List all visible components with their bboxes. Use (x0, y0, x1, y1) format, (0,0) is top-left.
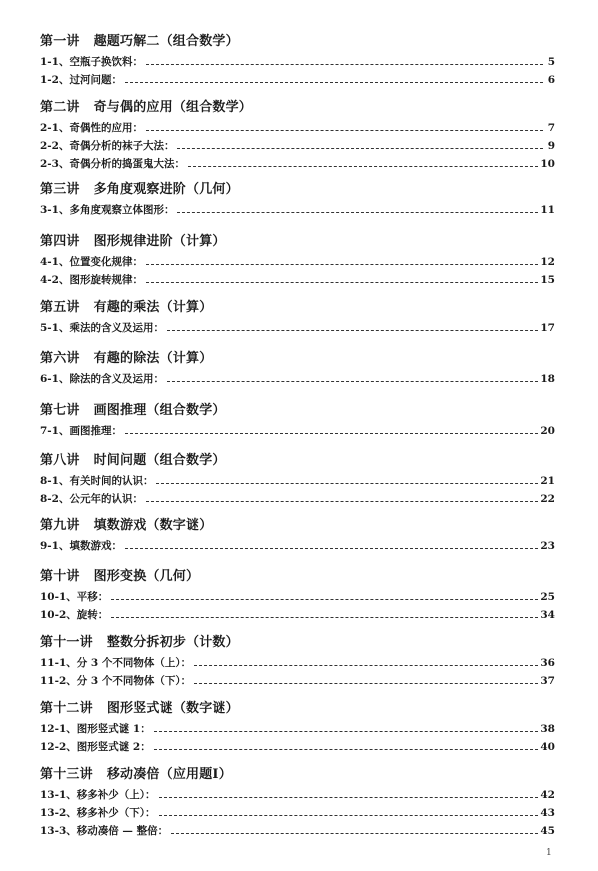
page-number: 20 (540, 425, 555, 437)
toc-entry[interactable] (40, 474, 555, 488)
toc-section (40, 99, 555, 171)
page-number: 11 (540, 204, 555, 216)
dot-leader (154, 731, 539, 732)
dot-leader (146, 282, 538, 283)
toc-entry[interactable] (40, 824, 555, 838)
entry-label: 12-2、图形竖式谜 2： (40, 741, 151, 753)
dot-leader (146, 501, 538, 502)
dot-leader (194, 665, 538, 666)
toc-entry[interactable] (40, 73, 555, 87)
section-number: 第一讲 (40, 34, 80, 49)
entry-label: 13-2、移多补少（下）： (40, 807, 156, 819)
dot-leader (159, 797, 539, 798)
toc-section (40, 766, 555, 838)
dot-leader (146, 264, 538, 265)
section-number: 第十讲 (40, 569, 80, 584)
toc-entry[interactable] (40, 255, 555, 269)
entry-label: 9-1、填数游戏： (40, 540, 122, 552)
section-number: 第八讲 (40, 453, 80, 468)
page-number: 21 (540, 475, 555, 487)
page-number: 38 (540, 723, 555, 735)
toc-section (40, 517, 555, 553)
section-heading (40, 233, 555, 251)
page-number: 23 (540, 540, 555, 552)
toc-entry[interactable] (40, 139, 555, 153)
toc-entry[interactable] (40, 55, 555, 69)
toc-entry[interactable] (40, 121, 555, 135)
toc-entry[interactable] (40, 424, 555, 438)
page-number: 40 (540, 741, 555, 753)
entry-label: 10-1、平移： (40, 591, 109, 603)
entry-label: 13-3、移动凑倍 — 整倍： (40, 825, 169, 837)
section-title: 画图推理（组合数学） (93, 403, 226, 418)
dot-leader (125, 548, 538, 549)
page-number: 25 (540, 591, 555, 603)
entry-label: 13-1、移多补少（上）： (40, 789, 156, 801)
section-number: 第四讲 (40, 234, 80, 249)
section-heading (40, 700, 555, 718)
page-number: 42 (540, 789, 555, 801)
section-number: 第十二讲 (40, 701, 93, 716)
toc-entry[interactable] (40, 492, 555, 506)
toc-entry[interactable] (40, 656, 555, 670)
page-number: 9 (547, 140, 555, 152)
dot-leader (188, 166, 538, 167)
page-number: 22 (540, 493, 555, 505)
entry-label: 10-2、旋转： (40, 609, 109, 621)
section-heading (40, 99, 555, 117)
dot-leader (177, 148, 543, 149)
section-title: 图形变换（几何） (93, 569, 200, 584)
toc-entry[interactable] (40, 157, 555, 171)
toc-section (40, 452, 555, 506)
toc-entry[interactable] (40, 740, 555, 754)
toc-entry[interactable] (40, 372, 555, 386)
section-title: 整数分拆初步（计数） (106, 635, 239, 650)
toc-section (40, 568, 555, 622)
entry-label: 11-2、分 3 个不同物体（下）： (40, 675, 192, 687)
toc-entry[interactable] (40, 806, 555, 820)
section-number: 第二讲 (40, 100, 80, 115)
entry-label: 8-1、有关时间的认识： (40, 475, 154, 487)
page-number: 34 (540, 609, 555, 621)
page-number: 10 (540, 158, 555, 170)
dot-leader (171, 833, 538, 834)
dot-leader (146, 130, 543, 131)
entry-label: 5-1、乘法的含义及运用： (40, 322, 164, 334)
dot-leader (156, 483, 538, 484)
entry-label: 12-1、图形竖式谜 1： (40, 723, 151, 735)
page-number: 5 (547, 56, 555, 68)
section-number: 第六讲 (40, 351, 80, 366)
dot-leader (111, 599, 538, 600)
toc-entry[interactable] (40, 788, 555, 802)
section-number: 第十一讲 (40, 635, 93, 650)
page-number: 7 (547, 122, 555, 134)
entry-label: 11-1、分 3 个不同物体（上）： (40, 657, 192, 669)
dot-leader (111, 617, 538, 618)
section-heading (40, 181, 555, 199)
section-heading (40, 517, 555, 535)
folio-page-number: 1 (546, 848, 552, 858)
section-title: 填数游戏（数字谜） (93, 518, 213, 533)
entry-label: 3-1、多角度观察立体图形： (40, 204, 175, 216)
section-number: 第五讲 (40, 300, 80, 315)
dot-leader (159, 815, 539, 816)
section-number: 第九讲 (40, 518, 80, 533)
section-title: 移动凑倍（应用题Ⅰ） (106, 767, 232, 782)
dot-leader (167, 330, 538, 331)
page-number: 12 (540, 256, 555, 268)
section-number: 第三讲 (40, 182, 80, 197)
dot-leader (194, 683, 538, 684)
entry-label: 2-1、奇偶性的应用： (40, 122, 143, 134)
toc-entry[interactable] (40, 273, 555, 287)
page-number: 15 (540, 274, 555, 286)
toc-section (40, 402, 555, 438)
toc-entry[interactable] (40, 203, 555, 217)
section-number: 第十三讲 (40, 767, 93, 782)
toc-section (40, 33, 555, 87)
toc-section (40, 634, 555, 688)
section-title: 多角度观察进阶（几何） (93, 182, 239, 197)
section-heading (40, 452, 555, 470)
section-heading (40, 33, 555, 51)
toc-entry[interactable] (40, 321, 555, 335)
section-heading (40, 299, 555, 317)
entry-label: 2-2、奇偶分析的袜子大法： (40, 140, 175, 152)
toc-section (40, 233, 555, 287)
dot-leader (167, 381, 538, 382)
section-title: 趣题巧解二（组合数学） (93, 34, 239, 49)
toc-entry[interactable] (40, 674, 555, 688)
page-number: 37 (540, 675, 555, 687)
toc-section (40, 350, 555, 386)
page-number: 17 (540, 322, 555, 334)
entry-label: 1-2、过河问题： (40, 74, 122, 86)
entry-label: 4-1、位置变化规律： (40, 256, 143, 268)
dot-leader (125, 433, 538, 434)
page-number: 36 (540, 657, 555, 669)
toc-section (40, 299, 555, 335)
page-number: 18 (540, 373, 555, 385)
entry-label: 2-3、奇偶分析的捣蛋鬼大法： (40, 158, 185, 170)
dot-leader (177, 212, 538, 213)
toc-entry[interactable] (40, 539, 555, 553)
toc-section (40, 181, 555, 217)
page-number: 6 (547, 74, 555, 86)
section-heading (40, 568, 555, 586)
section-title: 有趣的除法（计算） (93, 351, 213, 366)
entry-label: 8-2、公元年的认识： (40, 493, 143, 505)
section-title: 有趣的乘法（计算） (93, 300, 213, 315)
toc-section (40, 700, 555, 754)
section-title: 图形规律进阶（计算） (93, 234, 226, 249)
entry-label: 1-1、空瓶子换饮料： (40, 56, 143, 68)
section-heading (40, 350, 555, 368)
section-title: 奇与偶的应用（组合数学） (93, 100, 253, 115)
section-number: 第七讲 (40, 403, 80, 418)
section-heading (40, 402, 555, 420)
entry-label: 4-2、图形旋转规律： (40, 274, 143, 286)
section-title: 图形竖式谜（数字谜） (106, 701, 239, 716)
toc-entry[interactable] (40, 608, 555, 622)
entry-label: 6-1、除法的含义及运用： (40, 373, 164, 385)
toc-entry[interactable] (40, 722, 555, 736)
dot-leader (146, 64, 543, 65)
page-number: 43 (540, 807, 555, 819)
entry-label: 7-1、画图推理： (40, 425, 122, 437)
page-number: 45 (540, 825, 555, 837)
section-heading (40, 766, 555, 784)
section-title: 时间问题（组合数学） (93, 453, 226, 468)
section-heading (40, 634, 555, 652)
dot-leader (125, 82, 543, 83)
dot-leader (154, 749, 539, 750)
toc-entry[interactable] (40, 590, 555, 604)
